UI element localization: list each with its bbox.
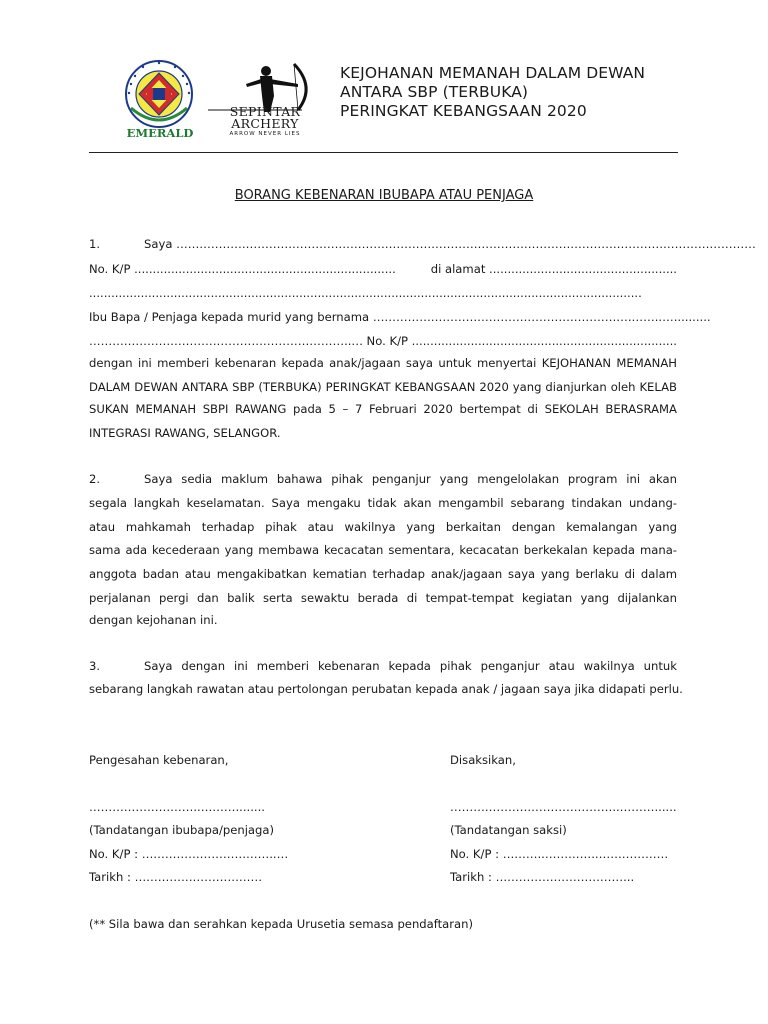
- witness-signature-caption: (Tandatangan saksi): [450, 823, 567, 837]
- event-title-line: ANTARA SBP (TERBUKA): [340, 83, 529, 101]
- safety-paragraph-line: Saya sedia maklum bahawa pihak penganjur yang mengelolakan program ini akan: [144, 472, 677, 486]
- student-name-continuation: …………………………………………………………..…: [89, 334, 364, 348]
- parent-date-field: Tarikh : ……………………………: [89, 870, 263, 884]
- event-title: [340, 64, 645, 121]
- address-continuation-field: ......................................................................................................................................................: [89, 286, 642, 300]
- ic-number-field: No. K/P .......................................................................: [89, 262, 396, 276]
- consent-paragraph-line: DALAM DEWAN ANTARA SBP (TERBUKA) PERINGKAT KEBANGSAAN 2020 yang dianjurkan oleh KELAB: [89, 380, 677, 394]
- safety-paragraph-line: perjalanan pergi dan balik serta sewaktu berada di tempat-tempat kegiatan yang dijalankan: [89, 591, 677, 605]
- form-title: BORANG KEBENARAN IBUBAPA ATAU PENJAGA: [234, 188, 534, 203]
- archery-logo-tagline: ARROW NEVER LIES: [229, 131, 301, 137]
- name-field-line: Saya ……………………………………………………………………………………………………………………………………: [144, 237, 756, 251]
- safety-paragraph-line: dengan kejohanan ini.: [89, 613, 218, 627]
- witness-signature-heading: Disaksikan,: [450, 753, 516, 767]
- address-field: di alamat ...................................................: [430, 262, 677, 276]
- treatment-paragraph-line: sebarang langkah rawatan atau pertolongan perubatan kepada anak / jagaan saya jika didapati perlu.: [89, 682, 683, 696]
- safety-paragraph-line: segala langkah keselamatan. Saya mengaku tidak akan mengambil sebarang tindakan undang-: [89, 496, 677, 510]
- parent-signature-heading: Pengesahan kebenaran,: [89, 753, 229, 767]
- section1-line1: [89, 236, 756, 252]
- section-number: 1.: [89, 237, 101, 251]
- event-title-line: PERINGKAT KEBANGSAAN 2020: [340, 102, 587, 120]
- header-divider: [89, 152, 678, 153]
- student-ic-field: No. K/P ........................................................................: [366, 334, 677, 348]
- section-number: 3.: [89, 659, 101, 673]
- witness-date-field: Tarikh : ……………………………...: [450, 870, 635, 884]
- safety-paragraph-line: sama ada kecederaan yang membawa kecacatan sementara, kecacatan berkekalan kepada mana-: [89, 543, 677, 557]
- safety-paragraph-line: atau mahkamah terhadap pihak atau wakilnya yang berkaitan dengan kemalangan yang: [89, 520, 677, 534]
- consent-paragraph-line: INTEGRASI RAWANG, SELANGOR.: [89, 426, 281, 440]
- consent-paragraph-line: dengan ini memberi kebenaran kepada anak/jagaan saya untuk menyertai KEJOHANAN MEMANAH: [89, 356, 677, 370]
- section-number: 2.: [89, 472, 101, 486]
- archery-logo-text: SEPINTAR ARCHERY: [229, 104, 301, 131]
- witness-ic-field: No. K/P : ………..…………..………………: [450, 847, 669, 861]
- archery-club-logo: [206, 62, 324, 140]
- section3-first-line: [89, 658, 677, 674]
- school-crest-logo: [117, 58, 203, 144]
- section1-line5: [89, 333, 677, 349]
- parent-ic-field: No. K/P : ……………………………..…: [89, 847, 289, 861]
- parent-signature-caption: (Tandatangan ibubapa/penjaga): [89, 823, 275, 837]
- section2-first-line: [89, 471, 677, 487]
- safety-paragraph-line: anggota badan atau mengakibatkan kematian terhadap anak/jagaan saya yang berlaku di dalam: [89, 567, 677, 581]
- consent-paragraph-line: SUKAN MEMANAH SBPI RAWANG pada 5 – 7 Februari 2020 bertempat di SEKOLAH BERASRAMA: [89, 402, 677, 416]
- student-name-field: Ibu Bapa / Penjaga kepada murid yang bernama ………………………………………………………….……..…..........: [89, 310, 711, 324]
- event-title-line: KEJOHANAN MEMANAH DALAM DEWAN: [340, 64, 646, 82]
- treatment-paragraph-line: Saya dengan ini memberi kebenaran kepada pihak penganjur atau wakilnya untuk: [144, 659, 677, 673]
- witness-signature-line: ……………………………………..………......: [450, 800, 677, 814]
- parent-signature-line: ………………………..………........: [89, 800, 265, 814]
- submission-footnote: (** Sila bawa dan serahkan kepada Urusetia semasa pendaftaran): [89, 917, 474, 931]
- emerald-logo-text: EMERALD: [126, 126, 194, 140]
- section1-line2: [89, 261, 677, 277]
